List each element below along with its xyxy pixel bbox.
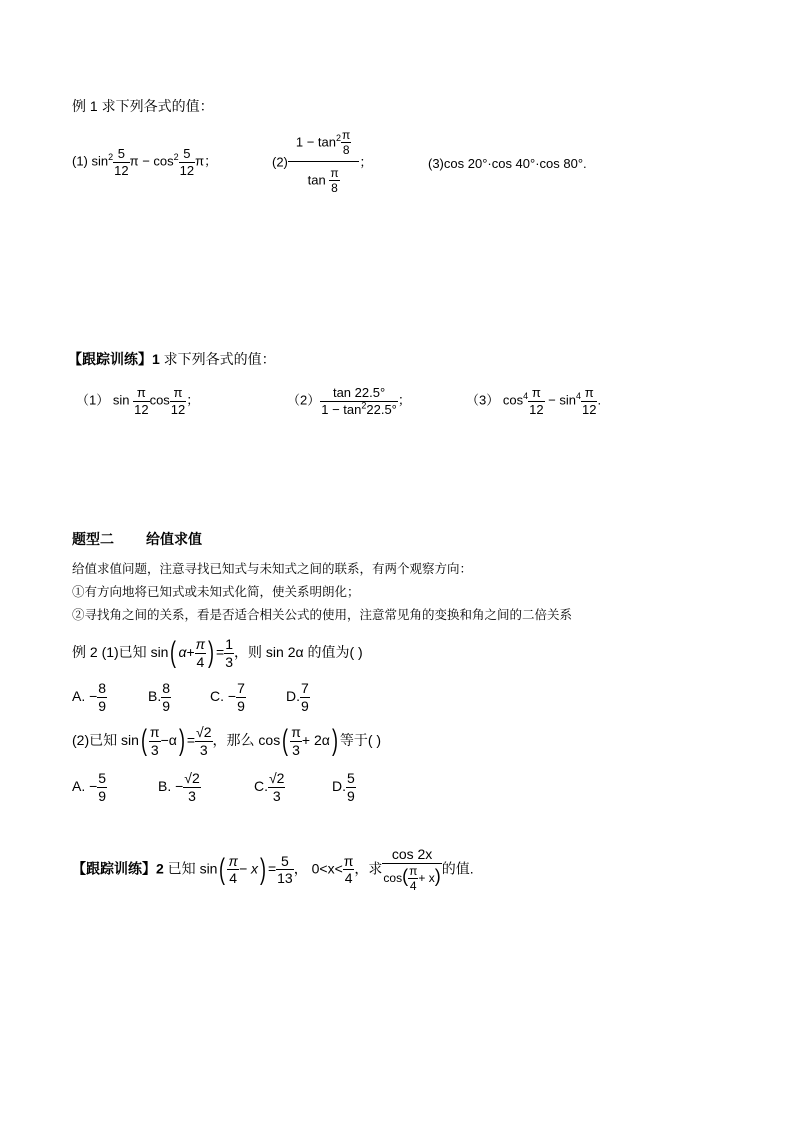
training1-part3: （3） $\cos^4$ $\frac{\pi}{12}$ − $\sin^4$ $\frac{\pi}{12}$ . bbox=[466, 385, 602, 417]
option-c1: C. − $\frac{7}{9}$ bbox=[210, 680, 245, 714]
example2-question2: (2)已知 sin( $\frac{\pi}{3}$ −α) = $\frac{√2}{3}$ ，那么 cos( $\frac{\pi}{3}$ + 2α) 等于( ) bbox=[72, 724, 382, 758]
tip-line-2: ①有方向地将已知式或未知式化简，使关系明朗化； bbox=[72, 585, 360, 599]
example2-question1: 例 2 (1)已知 sin( α+ $\frac{\pi}{4}$ ) = $\frac{1}{3}$ ，则 sin 2α 的值为( ) bbox=[72, 636, 363, 670]
training1-title: 【跟踪训练】1 求下列各式的值： bbox=[68, 351, 276, 367]
training2-question: 【跟踪训练】2 已知 sin( $\frac{\pi}{4}$ − x) = $\frac{5}{13}$ ， 0<x< $\frac{\pi}{4}$ ，求 cos 2x cos( $\frac{\pi}{4}$ + x) 的值. bbox=[72, 846, 474, 894]
option-b2: B. − $\frac{√2}{3}$ bbox=[158, 770, 200, 804]
option-a1: A. − $\frac{8}{9}$ bbox=[72, 680, 107, 714]
example1-part2: (2) $1 - \tan^2$ $\frac{\pi}{8}$ tan $\frac{\pi}{8}$ ； bbox=[272, 128, 373, 196]
example2-options1 bbox=[72, 680, 310, 715]
example1-part1: (1) $\sin^2$ $\frac{5}{12}$ $\pi - \cos^2$ $\frac{5}{12}$ π； bbox=[72, 146, 218, 178]
option-a2: A. − $\frac{5}{9}$ bbox=[72, 770, 107, 804]
training1-part2: （2） $\frac{\tan 22.5^\circ}{1 - \tan^222.5^\circ}$ ； bbox=[287, 385, 411, 417]
option-c2: C. $\frac{√2}{3}$ bbox=[254, 770, 285, 804]
training1-part1: （1） sin $\frac{\pi}{12}$ cos $\frac{\pi}{12}$ ； bbox=[76, 385, 200, 417]
tip-line-1: 给值求值问题，注意寻找已知式与未知式之间的联系，有两个观察方向： bbox=[72, 562, 473, 576]
tip-line-3: ②寻找角之间的关系，看是否适合相关公式的使用，注意常见角的变换和角之间的二倍关系 bbox=[72, 608, 573, 622]
example1-part3: (3)cos 20°·cos 40°·cos 80°. bbox=[428, 156, 587, 171]
option-d2: D. $\frac{5}{9}$ bbox=[332, 770, 355, 804]
option-b1: B. $\frac{8}{9}$ bbox=[148, 680, 171, 714]
example1-title: 例 1 求下列各式的值： bbox=[72, 98, 214, 114]
section-heading: 题型二 给值求值 bbox=[72, 531, 202, 547]
example2-options2 bbox=[72, 770, 356, 805]
option-d1: D. $\frac{7}{9}$ bbox=[286, 680, 309, 714]
